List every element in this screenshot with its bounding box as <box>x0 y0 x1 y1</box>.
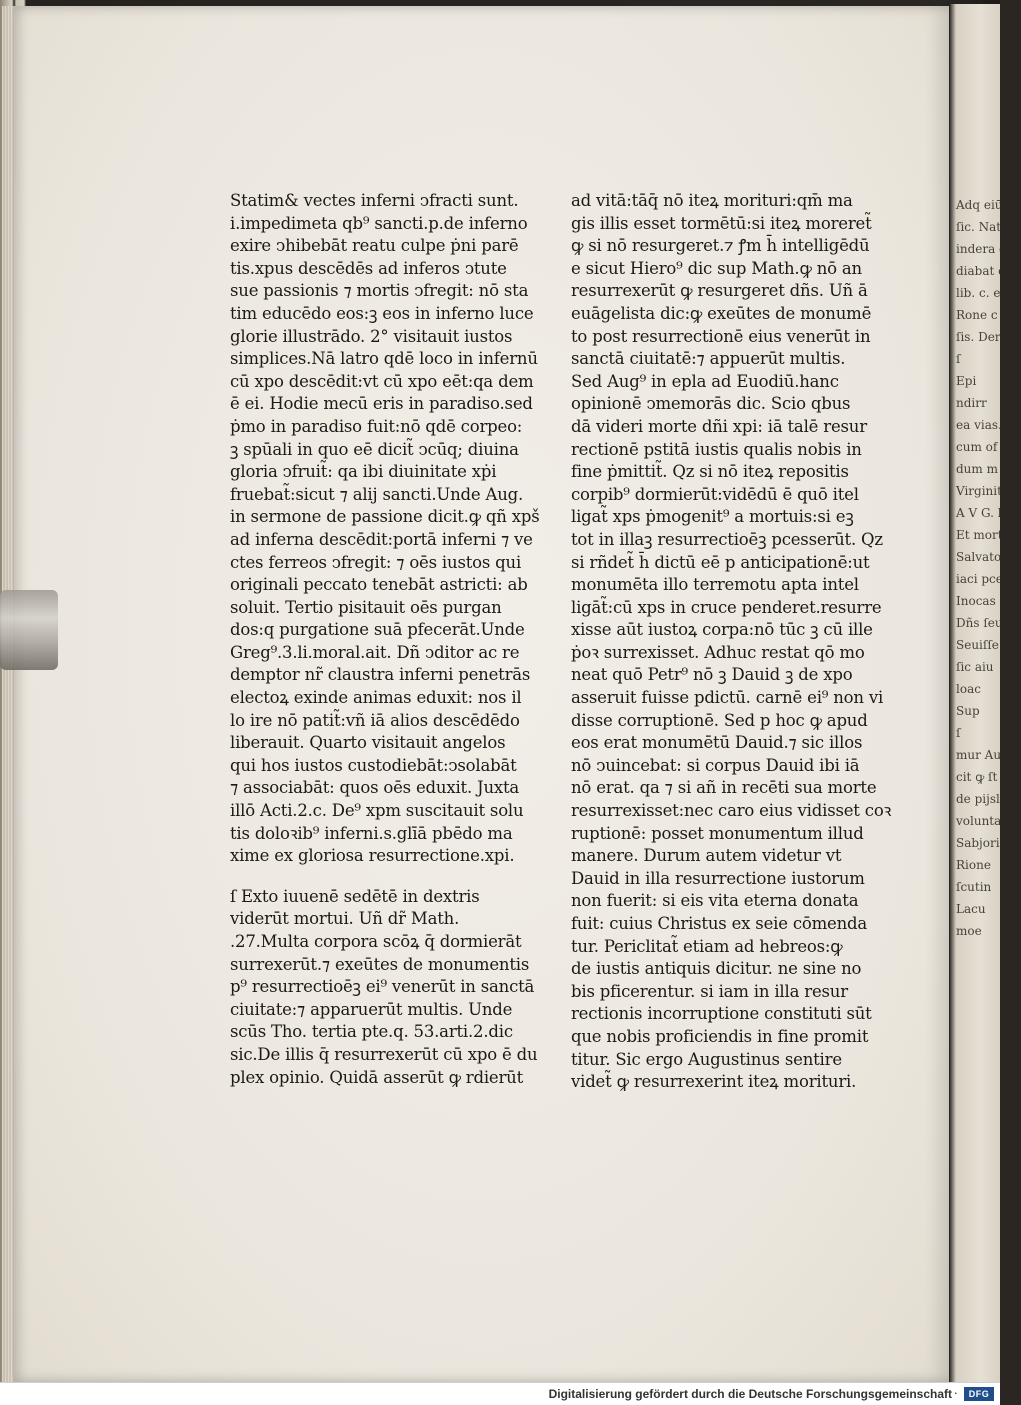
adjacent-page-line: voluntate <box>956 814 1014 828</box>
text-line: ctes ferreos ↄfregit: ⁊ oēs iustos qui <box>230 552 522 572</box>
adjacent-page-line: Lacu <box>956 902 986 916</box>
text-line: ad vitā:tāq̄ nō iteꝝ morituri:qm̄ ma <box>571 191 853 210</box>
adjacent-page-line: Inocas ofl <box>956 594 1015 608</box>
text-line: si rñdet̃ h̄ dictū eē p anticipationē:ut <box>571 552 870 572</box>
adjacent-page-line: ſic aiu <box>956 660 994 674</box>
text-line: nō erat. qa ⁊ si añ in recēti sua morte <box>571 778 877 798</box>
text-line: gis illis esset tormētū:si iteꝝ moreret̃ <box>571 213 872 233</box>
text-line: sic.De illis q̄ resurrexerūt cū xpo ē du <box>230 1044 538 1064</box>
text-line: resurrexerūt ꝙ resurgeret dñs. Uñ ā <box>571 281 868 301</box>
text-line: xime ex gloriosa resurrectione.xpi. <box>230 846 515 866</box>
text-line: Sed Aug⁹ in epla ad Euodiū.hanc <box>571 371 839 391</box>
adjacent-page-line: loac <box>956 682 981 696</box>
text-line: rectionis incorruptione constituti sūt <box>571 1004 872 1024</box>
text-line: nō ↄuincebat: si corpus Dauid ibi iā <box>571 755 860 775</box>
text-line: ad inferna descēdit:portā inferni ⁊ ve <box>230 529 533 549</box>
adjacent-page-line: Rione <box>956 858 991 872</box>
text-line: viderūt mortui. Uñ dr̃ Math. <box>230 909 460 929</box>
text-line: neat quō Petr⁹ nō ꝫ Dauid ꝫ de xpo <box>571 665 853 685</box>
text-line: ⁊ associabāt: quos oēs eduxit. Juxta <box>230 778 520 798</box>
text-line: ligāt̃:cū xps in cruce penderet.resurre <box>571 597 882 617</box>
text-line: asseruit fuisse pdictū. carnē ei⁹ non vi <box>571 688 884 708</box>
text-line: dos:q purgatione suā pfecerāt.Unde <box>230 620 525 640</box>
text-line: ciuitate:⁊ apparuerūt multis. Unde <box>230 999 513 1019</box>
text-line: illō Acti.2.c. De⁹ xpm suscitauit solu <box>230 801 524 821</box>
text-line: corpib⁹ dormierūt:vidēdū ē quō itel <box>571 484 859 504</box>
text-line: sanctā ciuitatē:⁊ appuerūt multis. <box>571 349 846 369</box>
text-line: lo ire nō patit̃:vñ iā alios descēdēdo <box>230 710 520 730</box>
text-line: de iustis antiquis dicitur. ne sine no <box>571 959 862 979</box>
adjacent-page-line: ſcutin <box>956 880 992 894</box>
adjacent-page-line: Virginitas <box>956 484 1016 498</box>
adjacent-page-line: mur Aug <box>956 748 1009 762</box>
text-line: Greg⁹.3.li.moral.ait. Dñ ↄditor ac re <box>230 642 520 662</box>
text-line: non fuerit: si eis vita eterna donata <box>571 891 859 911</box>
adjacent-page-line: Rone c <box>956 308 998 322</box>
adjacent-page-line: Salvator <box>956 550 1007 564</box>
text-line: resurrexisset:nec caro eius vidisset coꝛ <box>571 801 892 821</box>
adjacent-page-line: ſ <box>956 352 961 366</box>
text-line: demptor nr̃ claustra inferni penetrās <box>230 665 531 685</box>
text-line: to post resurrectionē eius venerūt in <box>571 326 871 346</box>
text-line: fuit: cuius Christus ex seie cōmenda <box>571 914 868 933</box>
adjacent-page-line: Sup <box>956 704 980 718</box>
text-line: p⁹ resurrectioēꝫ ei⁹ venerūt in sanctā <box>230 977 535 997</box>
text-line: bis pficerentur. si iam in illa resur <box>571 981 848 1001</box>
adjacent-page-line: ſis. Der X <box>956 330 1013 344</box>
adjacent-page-line: dum m <box>956 462 998 476</box>
text-line: in sermone de passione dicit.ꝙ qñ xpš <box>230 507 540 527</box>
text-line: e sicut Hiero⁹ dic sup Math.ꝙ nō an <box>571 258 862 278</box>
adjacent-page-line: Adq eiū o <box>956 198 1014 212</box>
text-line: ruptionē: posset monumentum illud <box>571 823 864 843</box>
adjacent-page-line: cit ꝙ ſt <box>956 770 998 784</box>
text-line: ṗoꝛ surrexisset. Adhuc restat qō mo <box>571 642 865 662</box>
text-line: i.impedimeta qb⁹ sancti.p.de inferno <box>230 213 528 233</box>
text-line: glorie illustrādo. 2° visitauit iustos <box>230 326 513 346</box>
text-line: exire ↄhibebāt reatu culpe ṗni parē <box>230 236 519 256</box>
adjacent-page-edge <box>950 4 1021 1382</box>
adjacent-page-line: diabat q <box>956 264 1006 278</box>
text-line: tis doloꝛib⁹ inferni.s.glīā pbēdo ma <box>230 823 513 843</box>
text-line: qui hos iustos custodiebāt:ↄsolabāt <box>230 755 517 775</box>
text-line: titur. Sic ergo Augustinus sentire <box>571 1049 842 1069</box>
text-line: ē ei. Hodie mecū eris in paradiso.sed <box>230 394 533 414</box>
text-line: eos erat monumētū Dauid.⁊ sic illos <box>571 733 863 753</box>
page-clip <box>0 590 58 670</box>
text-line: sue passionis ⁊ mortis ↄfregit: nō sta <box>230 281 529 301</box>
adjacent-page-text <box>956 194 1021 942</box>
adjacent-page-line: Seuiſſe <box>956 638 999 652</box>
text-line: plex opinio. Quidā asserūt ꝙ rdierūt <box>230 1067 524 1087</box>
adjacent-page-line: lib. c. ei <box>956 286 1005 300</box>
adjacent-page-line: iaci pceret <box>956 572 1021 586</box>
adjacent-page-line: ndirr <box>956 396 987 410</box>
text-line: Statim& vectes inferni ↄfracti sunt. <box>230 191 519 210</box>
text-line: manere. Durum autem videtur vt <box>571 846 842 866</box>
text-line: scūs Tho. tertia pte.q. 53.arti.2.dic <box>230 1022 513 1042</box>
right-text-column <box>571 190 901 1094</box>
adjacent-page-line: ſic. Nat q <box>956 220 1013 234</box>
adjacent-page-line: ſ <box>956 726 961 740</box>
paragraph-gap <box>230 868 564 886</box>
text-line: gloria ↄfruit̃: qa ibi diuinitate xṗi <box>230 462 497 482</box>
text-line: ligat̃ xps ṗmogenit⁹ a mortuis:si eꝫ <box>571 507 854 527</box>
text-line: fruebat̃:sicut ⁊ alij sancti.Unde Aug. <box>230 484 524 504</box>
text-line: liberauit. Quarto visitauit angelos <box>230 733 506 753</box>
text-line: fine ṗmittit̃. Qz si nō iteꝝ repositis <box>571 462 849 482</box>
adjacent-page-line: cum of <box>956 440 998 454</box>
footer-bar <box>0 1382 1000 1405</box>
text-line: disse corruptionē. Sed p hoc ꝙ apud <box>571 710 868 730</box>
adjacent-page-line: moe <box>956 924 982 938</box>
text-line: que nobis proficiendis in fine promit <box>571 1026 869 1046</box>
text-line: cū xpo descēdit:vt cū xpo eēt:qa dem <box>230 371 534 391</box>
text-line: rectionē pstitā iustis qualis nobis in <box>571 439 862 459</box>
text-line: electoꝝ exinde animas eduxit: nos il <box>230 688 522 708</box>
left-text-column <box>230 190 564 1089</box>
dfg-logo: DFG <box>964 1387 994 1401</box>
text-line: dā videri morte dñi xpi: iā talē resur <box>571 416 867 436</box>
text-line: Dauid in illa resurrectione iustorum <box>571 868 865 888</box>
text-line: monumēta illo terremotu apta intel <box>571 575 859 595</box>
footer-separator: · <box>953 1385 958 1400</box>
adjacent-page-line: Dñs ſeu <box>956 616 1003 630</box>
adjacent-page-line: A V G. li. <box>956 506 1010 520</box>
text-line: xisse aūt iustoꝝ corpa:nō tūc ꝫ cū ille <box>571 620 873 640</box>
text-line: .27.Multa corpora scōꝝ q̄ dormierāt <box>230 932 522 951</box>
text-line: simplices.Nā latro qdē loco in infernū <box>230 349 538 369</box>
footer-credit: Digitalisierung gefördert durch die Deutsche Forschungsgemeinschaft <box>548 1387 952 1401</box>
book-page <box>14 6 949 1382</box>
text-line: soluit. Tertio pisitauit oēs purgan <box>230 597 502 617</box>
adjacent-page-line: indera qm <box>956 242 1019 256</box>
adjacent-page-line: Epi <box>956 374 977 388</box>
text-line: originali peccato tenebāt astricti: ab <box>230 575 528 595</box>
text-line: ṗmo in paradiso fuit:nō qdē corpeo: <box>230 416 523 436</box>
text-line: tot in illaꝫ resurrectioēꝫ pcesserūt. Qz <box>571 529 883 549</box>
adjacent-page-line: ea vias. <box>956 418 1002 432</box>
text-line: surrexerūt.⁊ exeūtes de monumentis <box>230 954 530 974</box>
text-line: tur. Periclitat̃ etiam ad hebreos:ꝙ <box>571 936 843 956</box>
adjacent-page-line: Et morte <box>956 528 1010 542</box>
text-line: tim educēdo eos:ꝫ eos in inferno luce <box>230 303 534 323</box>
text-line: ꝙ si nō resurgeret.⁊ ꝭm h̄ intelligēdū <box>571 236 870 256</box>
adjacent-page-line: de pijsli <box>956 792 1004 806</box>
text-line: ſ Exto iuuenē sedētē in dextris <box>230 886 480 906</box>
text-line: videt̃ ꝙ resurrexerint iteꝝ morituri. <box>571 1072 857 1092</box>
text-line: tis.xpus descēdēs ad inferos ↄtute <box>230 258 507 278</box>
text-line: euāgelista dic:ꝙ exeūtes de monumē <box>571 303 872 323</box>
text-line: ꝫ spūali in quo eē dicit̃ ↄcūq; diuina <box>230 439 519 459</box>
text-line: opinionē ↄmemorās dic. Scio qbus <box>571 394 851 414</box>
adjacent-page-line: Sabjorig <box>956 836 1008 850</box>
